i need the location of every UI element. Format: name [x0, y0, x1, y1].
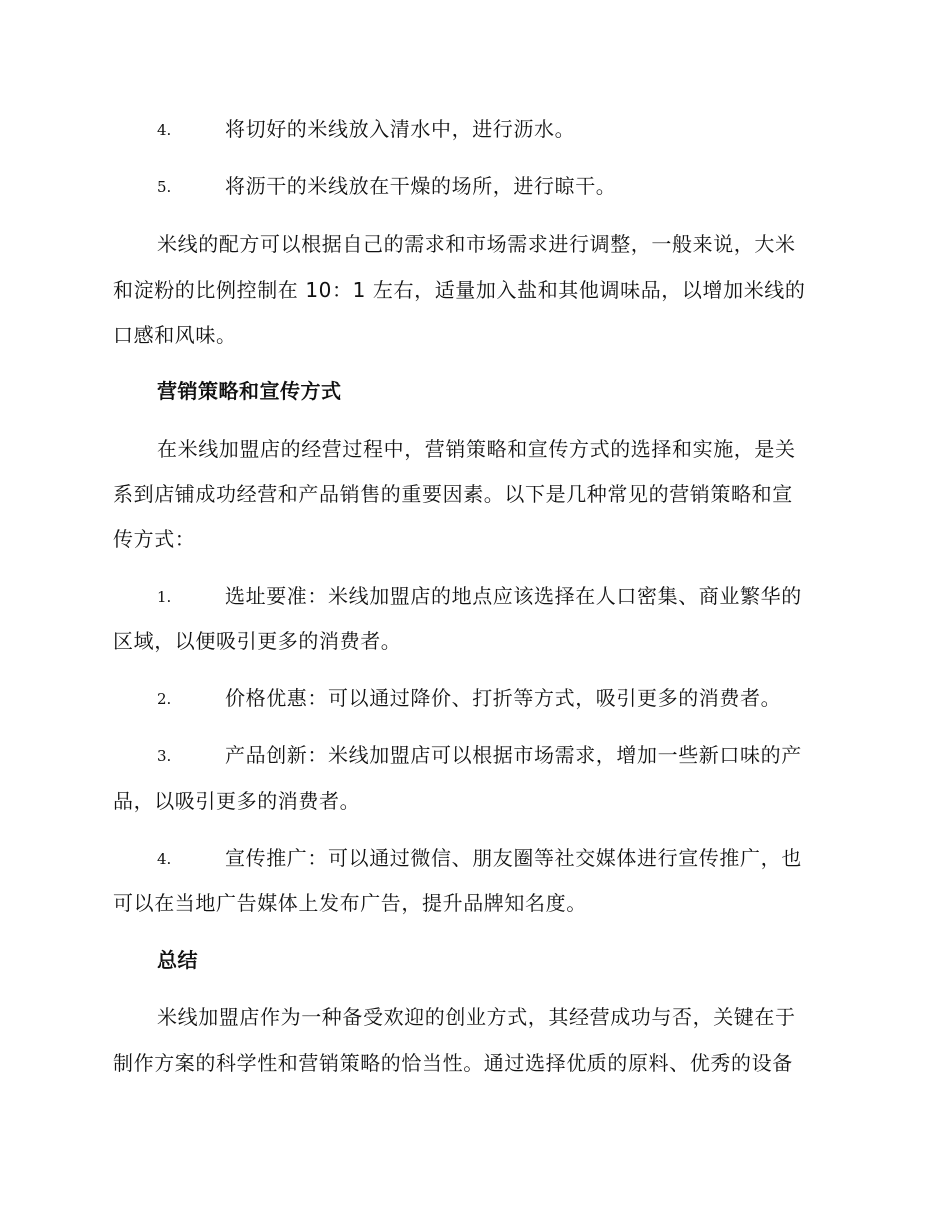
list-item-text: 将沥干的米线放在干燥的场所，进行晾干。: [225, 174, 617, 198]
list-item-text: 选址要准：米线加盟店的地点应该选择在人口密集、商业繁华的: [225, 584, 802, 608]
paragraph-line: 传方式：: [113, 527, 196, 551]
paragraph-line: 和淀粉的比例控制在 10：1 左右，适量加入盐和其他调味品，以增加米线的: [113, 278, 806, 302]
section-heading-summary: 总结: [157, 948, 198, 972]
list-item-continuation: 品，以吸引更多的消费者。: [113, 789, 361, 813]
list-item-text: 产品创新：米线加盟店可以根据市场需求，增加一些新口味的产: [225, 743, 802, 767]
list-item-text: 价格优惠：可以通过降价、打折等方式，吸引更多的消费者。: [225, 686, 782, 710]
list-number: 4.: [157, 121, 172, 139]
paragraph-line: 米线的配方可以根据自己的需求和市场需求进行调整，一般来说，大米: [157, 232, 796, 256]
paragraph-line: 口感和风味。: [113, 323, 237, 347]
list-number: 3.: [157, 747, 172, 765]
list-number: 2.: [157, 690, 172, 708]
list-number: 4.: [157, 850, 172, 868]
section-heading-marketing: 营销策略和宣传方式: [157, 379, 342, 403]
list-item-continuation: 区域，以便吸引更多的消费者。: [113, 629, 402, 653]
list-item-text: 宣传推广：可以通过微信、朋友圈等社交媒体进行宣传推广，也: [225, 846, 802, 870]
list-item-continuation: 可以在当地广告媒体上发布广告，提升品牌知名度。: [113, 891, 587, 915]
paragraph-line: 在米线加盟店的经营过程中，营销策略和宣传方式的选择和实施，是关: [157, 437, 796, 461]
paragraph-line: 系到店铺成功经营和产品销售的重要因素。以下是几种常见的营销策略和宣: [113, 482, 793, 506]
list-item-text: 将切好的米线放入清水中，进行沥水。: [225, 117, 576, 141]
paragraph-line: 米线加盟店作为一种备受欢迎的创业方式，其经营成功与否，关键在于: [157, 1005, 796, 1029]
list-number: 5.: [157, 178, 172, 196]
list-number: 1.: [157, 588, 172, 606]
paragraph-line: 制作方案的科学性和营销策略的恰当性。通过选择优质的原料、优秀的设备: [113, 1051, 793, 1075]
